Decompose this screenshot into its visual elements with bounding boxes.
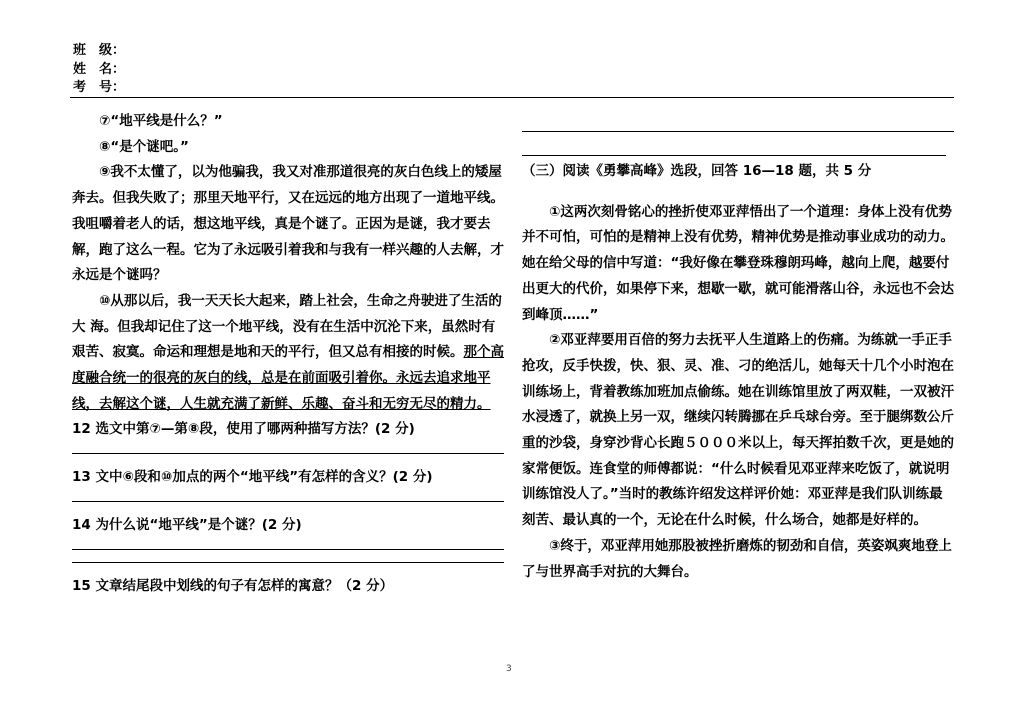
class-field-label: 班 级： — [73, 43, 126, 58]
paragraph-10 — [72, 289, 504, 418]
passage-paragraph-2: ②邓亚萍要用百倍的努力去抚平人生道路上的伤痛。为练就一手正手抢攻，反手快拨，快、狠、灵、准、刁的绝活儿，她每天十几个小时泡在训练场上，背着教练加班加点偷练。她在训练馆里放了两双鞋，一双被汗水浸透了，就换上另一双，继续闪转腾挪在乒乓球台旁。至于腿绑数公斤重的沙袋，身穿沙背心长跑５０００米以上，每天挥拍数千次，更是她的家常便饭。连食堂的师傅都说：“什么时候看见邓亚萍来吃饭了，就说明训练馆没人了。”当时的教练许绍发这样评价她：邓亚萍是我们队训练最刻苦、最认真的一个，无论在什么时候，什么场合，她都是好样的。 — [522, 332, 954, 529]
answer-line-14a[interactable] — [72, 549, 504, 550]
question-13: 13 文中⑥段和⑩加点的两个“地平线”有怎样的含义？(2 分) — [72, 469, 433, 486]
passage-paragraph-3: ③终于，邓亚萍用她那股被挫折磨炼的韧劲和自信，英姿飒爽地登上了与世界高手对抗的大舞台。 — [522, 537, 952, 580]
question-12: 12 选文中第⑦—第⑧段，使用了哪两种描写方法？(2 分) — [72, 421, 415, 438]
paragraph-8: ⑧“是个谜吧。” — [99, 138, 189, 155]
question-14: 14 为什么说“地平线”是个谜？(2 分) — [72, 516, 302, 533]
question-15: 15 文章结尾段中划线的句子有怎样的寓意？（2 分） — [72, 577, 394, 594]
paragraph-7: ⑦“地平线是什么？” — [99, 113, 223, 129]
answer-line-12[interactable] — [72, 453, 504, 454]
right-column — [522, 155, 954, 585]
answer-line-14b[interactable] — [72, 562, 504, 563]
name-field-label: 姓 名： — [73, 62, 126, 77]
underlined-sentence: 那个高度融合统一的很亮的灰白的线，总是在前面吸引着你。永远去追求地平线，去解这个谜，人生就充满了新鲜、乐趣、奋斗和无穷无尽的精力。 — [72, 344, 504, 412]
paragraph-9: ⑨我不太懂了，以为他骗我，我又对准那道很亮的灰白色线上的矮屋奔去。但我失败了；那里天地平行，又在远远的地方出现了一道地平线。我咀嚼着老人的话，想这地平线，真是个谜了。正因为是谜，我才要去解，跑了这么一程。它为了永远吸引着我和与我有一样兴趣的人去解，才永远是个谜吗？ — [72, 164, 504, 284]
paragraph-10-text: ⑩从那以后，我一天天长大起来，踏上社会，生命之舟驶进了生活的大 海。但我却记住了这一个地平线，没有在生活中沉沦下来，虽然时有艰苦、寂寞。命运和理想是地和天的平行，但又总有相接的时候。 — [72, 292, 502, 361]
answer-line-right-a[interactable] — [522, 131, 954, 132]
page-number: 3 — [506, 664, 512, 674]
passage-paragraph-1: ①这两次刻骨铭心的挫折使邓亚萍悟出了一个道理：身体上没有优势并不可怕，可怕的是精神上没有优势，精神优势是推动事业成功的动力。她在给父母的信中写道：“我好像在攀登珠穆朗玛峰，越向上爬，越要付出更大的代价，如果停下来，想歇一歇，就可能滑落山谷，永远也不会达到峰顶……” — [522, 203, 954, 323]
exam-number-field-label: 考 号： — [73, 80, 126, 95]
section-title: （三）阅读《勇攀高峰》选段，回答 16—18 题，共 5 分 — [522, 163, 872, 179]
left-column — [72, 109, 504, 599]
header-divider — [70, 97, 954, 98]
answer-line-13[interactable] — [72, 501, 504, 502]
